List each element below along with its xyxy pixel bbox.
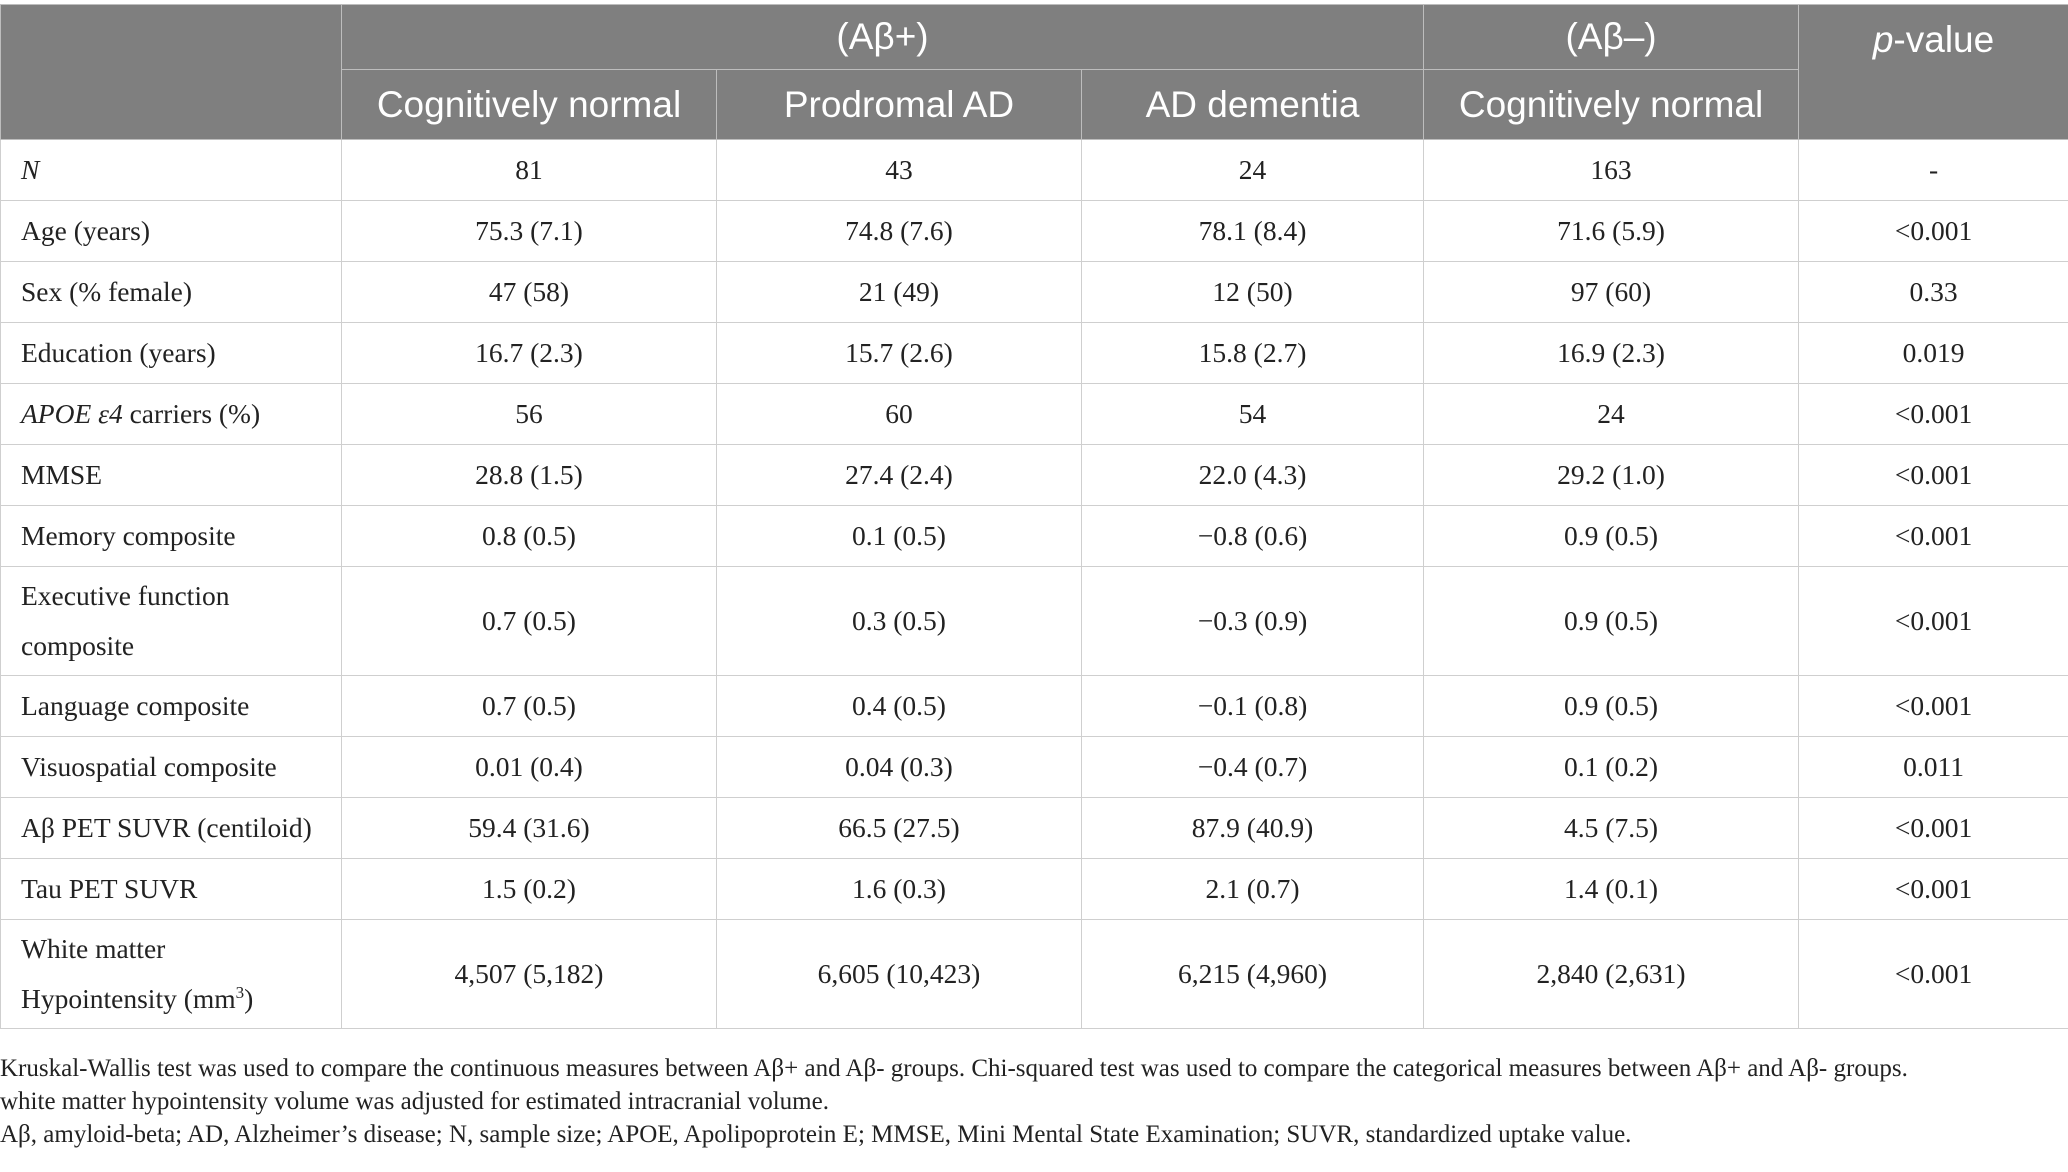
cell-value: −0.4 (0.7) [1082, 737, 1424, 798]
row-label: Sex (% female) [1, 262, 342, 323]
cell-value: −0.3 (0.9) [1082, 567, 1424, 676]
cell-value: 97 (60) [1424, 262, 1799, 323]
cell-value: 54 [1082, 384, 1424, 445]
cell-value: 87.9 (40.9) [1082, 798, 1424, 859]
row-label-end: ) [244, 983, 254, 1014]
cell-value: 27.4 (2.4) [717, 445, 1082, 506]
table-row [1, 262, 2068, 323]
footnote-statistics: Kruskal-Wallis test was used to compare the continuous measures between Aβ+ and Aβ- groups. Chi-squared test was used to compare the categorical measures between Aβ+ and Aβ- groups. [0, 1055, 1908, 1082]
cell-value: 74.8 (7.6) [717, 201, 1082, 262]
row-label [1, 384, 342, 445]
cell-p-value: <0.001 [1799, 384, 2068, 445]
row-label-rest: carriers (%) [122, 398, 261, 429]
cell-p-value: - [1799, 140, 2068, 201]
header-p-value [1799, 5, 2068, 140]
cell-value: 0.9 (0.5) [1424, 506, 1799, 567]
cell-value: 0.1 (0.5) [717, 506, 1082, 567]
cell-value: 0.3 (0.5) [717, 567, 1082, 676]
cell-value: 1.5 (0.2) [342, 859, 717, 920]
row-label-italic: APOE ε4 [21, 398, 123, 429]
cell-value: 0.9 (0.5) [1424, 676, 1799, 737]
row-label: Age (years) [1, 201, 342, 262]
table-row [1, 737, 2068, 798]
table-row [1, 140, 2068, 201]
cell-value: 71.6 (5.9) [1424, 201, 1799, 262]
cell-value: 66.5 (27.5) [717, 798, 1082, 859]
cell-value: 0.04 (0.3) [717, 737, 1082, 798]
cell-value: 0.1 (0.2) [1424, 737, 1799, 798]
row-label-line2: composite [21, 630, 135, 661]
row-label-line1: White matter [21, 933, 166, 964]
header-p-value-rest: -value [1893, 19, 1995, 60]
cell-value: 2,840 (2,631) [1424, 920, 1799, 1029]
cell-value: 78.1 (8.4) [1082, 201, 1424, 262]
table-footnotes [0, 1052, 2068, 1151]
cell-value: 4,507 (5,182) [342, 920, 717, 1029]
row-label: Tau PET SUVR [1, 859, 342, 920]
table-body [1, 140, 2068, 1029]
cell-p-value: 0.33 [1799, 262, 2068, 323]
cell-p-value: 0.011 [1799, 737, 2068, 798]
subheader-prodromal-ad: Prodromal AD [717, 70, 1082, 140]
cell-value: 29.2 (1.0) [1424, 445, 1799, 506]
row-label: Education (years) [1, 323, 342, 384]
row-label-superscript: 3 [235, 982, 245, 1002]
table-header [1, 5, 2068, 140]
cell-value: 24 [1082, 140, 1424, 201]
row-label: Memory composite [1, 506, 342, 567]
cell-value: 6,215 (4,960) [1082, 920, 1424, 1029]
table-row [1, 676, 2068, 737]
cell-value: 22.0 (4.3) [1082, 445, 1424, 506]
cell-value: 15.8 (2.7) [1082, 323, 1424, 384]
row-label [1, 567, 342, 676]
cell-p-value: <0.001 [1799, 676, 2068, 737]
cell-value: 2.1 (0.7) [1082, 859, 1424, 920]
cell-value: 0.01 (0.4) [342, 737, 717, 798]
cell-value: 163 [1424, 140, 1799, 201]
table-row [1, 798, 2068, 859]
cell-p-value: <0.001 [1799, 920, 2068, 1029]
subheader-cognitively-normal-neg: Cognitively normal [1424, 70, 1799, 140]
cell-value: 1.4 (0.1) [1424, 859, 1799, 920]
cell-value: 12 (50) [1082, 262, 1424, 323]
cell-p-value: <0.001 [1799, 201, 2068, 262]
cell-value: 1.6 (0.3) [717, 859, 1082, 920]
cell-value: 6,605 (10,423) [717, 920, 1082, 1029]
row-label: Language composite [1, 676, 342, 737]
cell-value: 56 [342, 384, 717, 445]
cell-p-value: <0.001 [1799, 567, 2068, 676]
cell-p-value: <0.001 [1799, 506, 2068, 567]
cell-value: 75.3 (7.1) [342, 201, 717, 262]
table-row [1, 323, 2068, 384]
cell-value: 0.8 (0.5) [342, 506, 717, 567]
subheader-ad-dementia: AD dementia [1082, 70, 1424, 140]
header-p-value-italic: p [1872, 19, 1894, 60]
table-row [1, 859, 2068, 920]
table-row [1, 920, 2068, 1029]
table-row [1, 567, 2068, 676]
cell-p-value: <0.001 [1799, 859, 2068, 920]
cell-p-value: <0.001 [1799, 445, 2068, 506]
cell-value: 0.7 (0.5) [342, 567, 717, 676]
table-row [1, 201, 2068, 262]
header-abeta-positive: (Aβ+) [342, 5, 1424, 70]
cell-value: 59.4 (31.6) [342, 798, 717, 859]
header-corner-cell [1, 5, 342, 140]
footnote-abbreviations: Aβ, amyloid-beta; AD, Alzheimer’s disease; N, sample size; APOE, Apolipoprotein E; MMSE, Mini Mental State Examination; SUVR, standardized uptake value. [0, 1121, 1632, 1148]
row-label: Aβ PET SUVR (centiloid) [1, 798, 342, 859]
cell-value: 0.7 (0.5) [342, 676, 717, 737]
cell-value: 47 (58) [342, 262, 717, 323]
row-label: MMSE [1, 445, 342, 506]
header-row-groups [1, 5, 2068, 70]
row-label: N [1, 140, 342, 201]
cell-value: 0.4 (0.5) [717, 676, 1082, 737]
cell-value: 24 [1424, 384, 1799, 445]
cell-value: 0.9 (0.5) [1424, 567, 1799, 676]
cell-value: 4.5 (7.5) [1424, 798, 1799, 859]
row-label [1, 920, 342, 1029]
row-label: Visuospatial composite [1, 737, 342, 798]
cell-value: 60 [717, 384, 1082, 445]
subheader-cognitively-normal-pos: Cognitively normal [342, 70, 717, 140]
table-row [1, 384, 2068, 445]
cell-value: −0.1 (0.8) [1082, 676, 1424, 737]
table-row [1, 506, 2068, 567]
cell-value: 28.8 (1.5) [342, 445, 717, 506]
cell-value: 81 [342, 140, 717, 201]
row-label-line1: Executive function [21, 580, 230, 611]
cell-value: 43 [717, 140, 1082, 201]
header-abeta-negative: (Aβ–) [1424, 5, 1799, 70]
characteristics-table-container [0, 4, 2068, 1029]
cell-value: 16.7 (2.3) [342, 323, 717, 384]
cell-value: 16.9 (2.3) [1424, 323, 1799, 384]
cell-value: −0.8 (0.6) [1082, 506, 1424, 567]
cell-p-value: <0.001 [1799, 798, 2068, 859]
characteristics-table [0, 4, 2068, 1029]
footnote-adjustment: white matter hypointensity volume was adjusted for estimated intracranial volume. [0, 1088, 829, 1115]
cell-value: 15.7 (2.6) [717, 323, 1082, 384]
cell-p-value: 0.019 [1799, 323, 2068, 384]
cell-value: 21 (49) [717, 262, 1082, 323]
table-row [1, 445, 2068, 506]
row-label-line2: Hypointensity (mm [21, 983, 236, 1014]
